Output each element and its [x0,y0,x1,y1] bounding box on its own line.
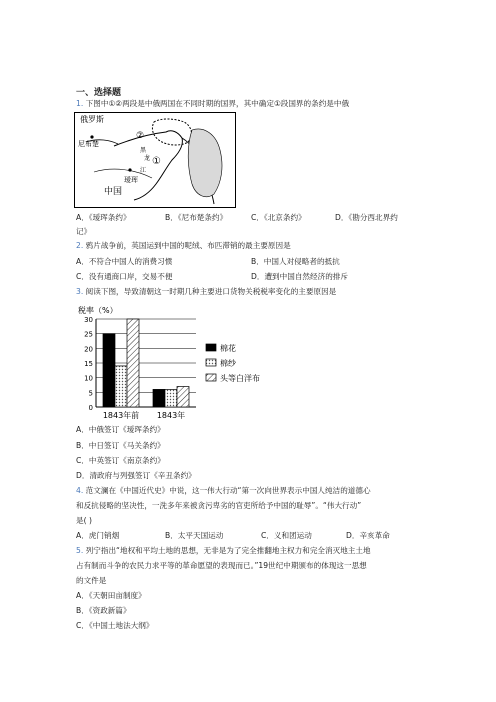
q1-option-b: B．《尼布楚条约》 [165,213,228,222]
map-label-aigun: 瑷珲 [124,176,138,184]
y-tick-label: 5 [88,389,93,398]
q2-option-a: A．不符合中国人的消费习惯 [76,257,173,266]
legend-label: 棉花 [220,344,236,353]
border-map [74,112,236,208]
q3-option-d: D．清政府与列强签订《辛丑条约》 [76,471,196,480]
question-4-stem-line3: 是( ) [76,516,92,525]
bar-2-2 [165,389,177,407]
map-mark-1: ① [152,156,161,167]
y-tick-label: 15 [84,360,93,368]
question-5-stem-line1: 5. 列宁指出“地权和平均土地的思想，无非是为了完全推翻地主权力和完全消灭地主土地 [76,546,371,555]
q3-option-a: A．中俄签订《瑷珲条约》 [76,425,165,434]
map-label-china: 中国 [104,187,123,197]
q5-option-c: C．《中国土地法大纲》 [76,621,154,630]
bar-3-1 [127,319,139,407]
q1-option-d: D．《勘分西北界约 [335,213,398,222]
map-mark-2: ② [136,131,145,141]
q4-option-b: B．太平天国运动 [165,531,224,540]
tax-rate-chart [76,302,274,420]
legend-label: 头等白洋布 [220,374,260,383]
q3-option-b: B．中日签订《马关条约》 [76,441,165,450]
legend-swatch [206,359,216,366]
question-5-stem-line3: 的文件是 [76,576,107,585]
q1-option-d-cont: 记》 [76,227,92,236]
legend-label: 棉纱 [220,359,236,368]
legend-swatch [206,374,216,381]
chart-title: 税率（%） [78,306,118,315]
map-label-jiang: 江 [140,167,147,174]
question-5-stem-line2: 占有制而斗争的农民力求平等的革命愿望的表现而已。”19世纪中期颁布的体现这一思想 [76,561,367,570]
y-tick-label: 25 [84,330,93,339]
map-label-long: 龙 [144,155,151,162]
q1-option-a: A．《瑷珲条约》 [76,213,131,222]
q4-option-a: A．虎门销烟 [76,531,120,540]
y-tick-label: 20 [84,345,93,354]
map-label-hei: 黑 [140,147,147,154]
map-label-nerchinsk: 尼布楚 [78,140,99,148]
bar-2-1 [115,366,127,407]
question-2-stem: 2. 鸦片战争前，英国运到中国的呢绒、布匹滞销的最主要原因是 [76,241,291,250]
q2-option-c: C．没有通商口岸，交易不便 [76,272,173,281]
legend-swatch [206,344,216,351]
question-1-stem: 1. 下图中①②两段是中俄两国在不同时期的国界，其中确定①段国界的条约是中俄 [76,99,350,108]
q2-option-b: B．中国人对侵略者的抵抗 [251,257,340,266]
question-3-stem: 3. 阅读下图，导致清朝这一时期几种主要进口货物关税税率变化的主要原因是 [76,287,337,296]
x-tick-label: 1843年前 [102,411,140,420]
x-tick-label: 1843年 [156,411,186,420]
q4-option-c: C．义和团运动 [261,531,312,540]
section-title: 一、选择题 [76,88,122,98]
q5-option-b: B．《资政新篇》 [76,606,131,615]
y-tick-label: 10 [84,374,93,383]
bar-1-1 [103,334,115,407]
q4-option-d: D．辛亥革命 [346,531,390,540]
y-tick-label: 0 [88,404,93,412]
question-4-stem-line2: 和反抗侵略的坚决性，一洗多年来被贪污卑劣的官吏所给予中国的耻辱”。“伟大行动” [76,501,362,510]
bar-1-2 [153,389,165,407]
q1-option-c: C．《北京条约》 [251,213,306,222]
q2-option-d: D．遭到中国自然经济的排斥 [251,272,348,281]
q5-option-a: A．《天朝田亩制度》 [76,591,146,600]
question-4-stem-line1: 4. 范文澜在《中国近代史》中说，这一伟大行动“第一次向世界表示中国人纯洁的道德心 [76,486,371,495]
map-label-russia: 俄罗斯 [80,115,104,124]
q3-option-c: C．中英签订《南京条约》 [76,456,165,465]
bar-3-2 [177,386,189,407]
y-tick-label: 30 [84,316,93,324]
